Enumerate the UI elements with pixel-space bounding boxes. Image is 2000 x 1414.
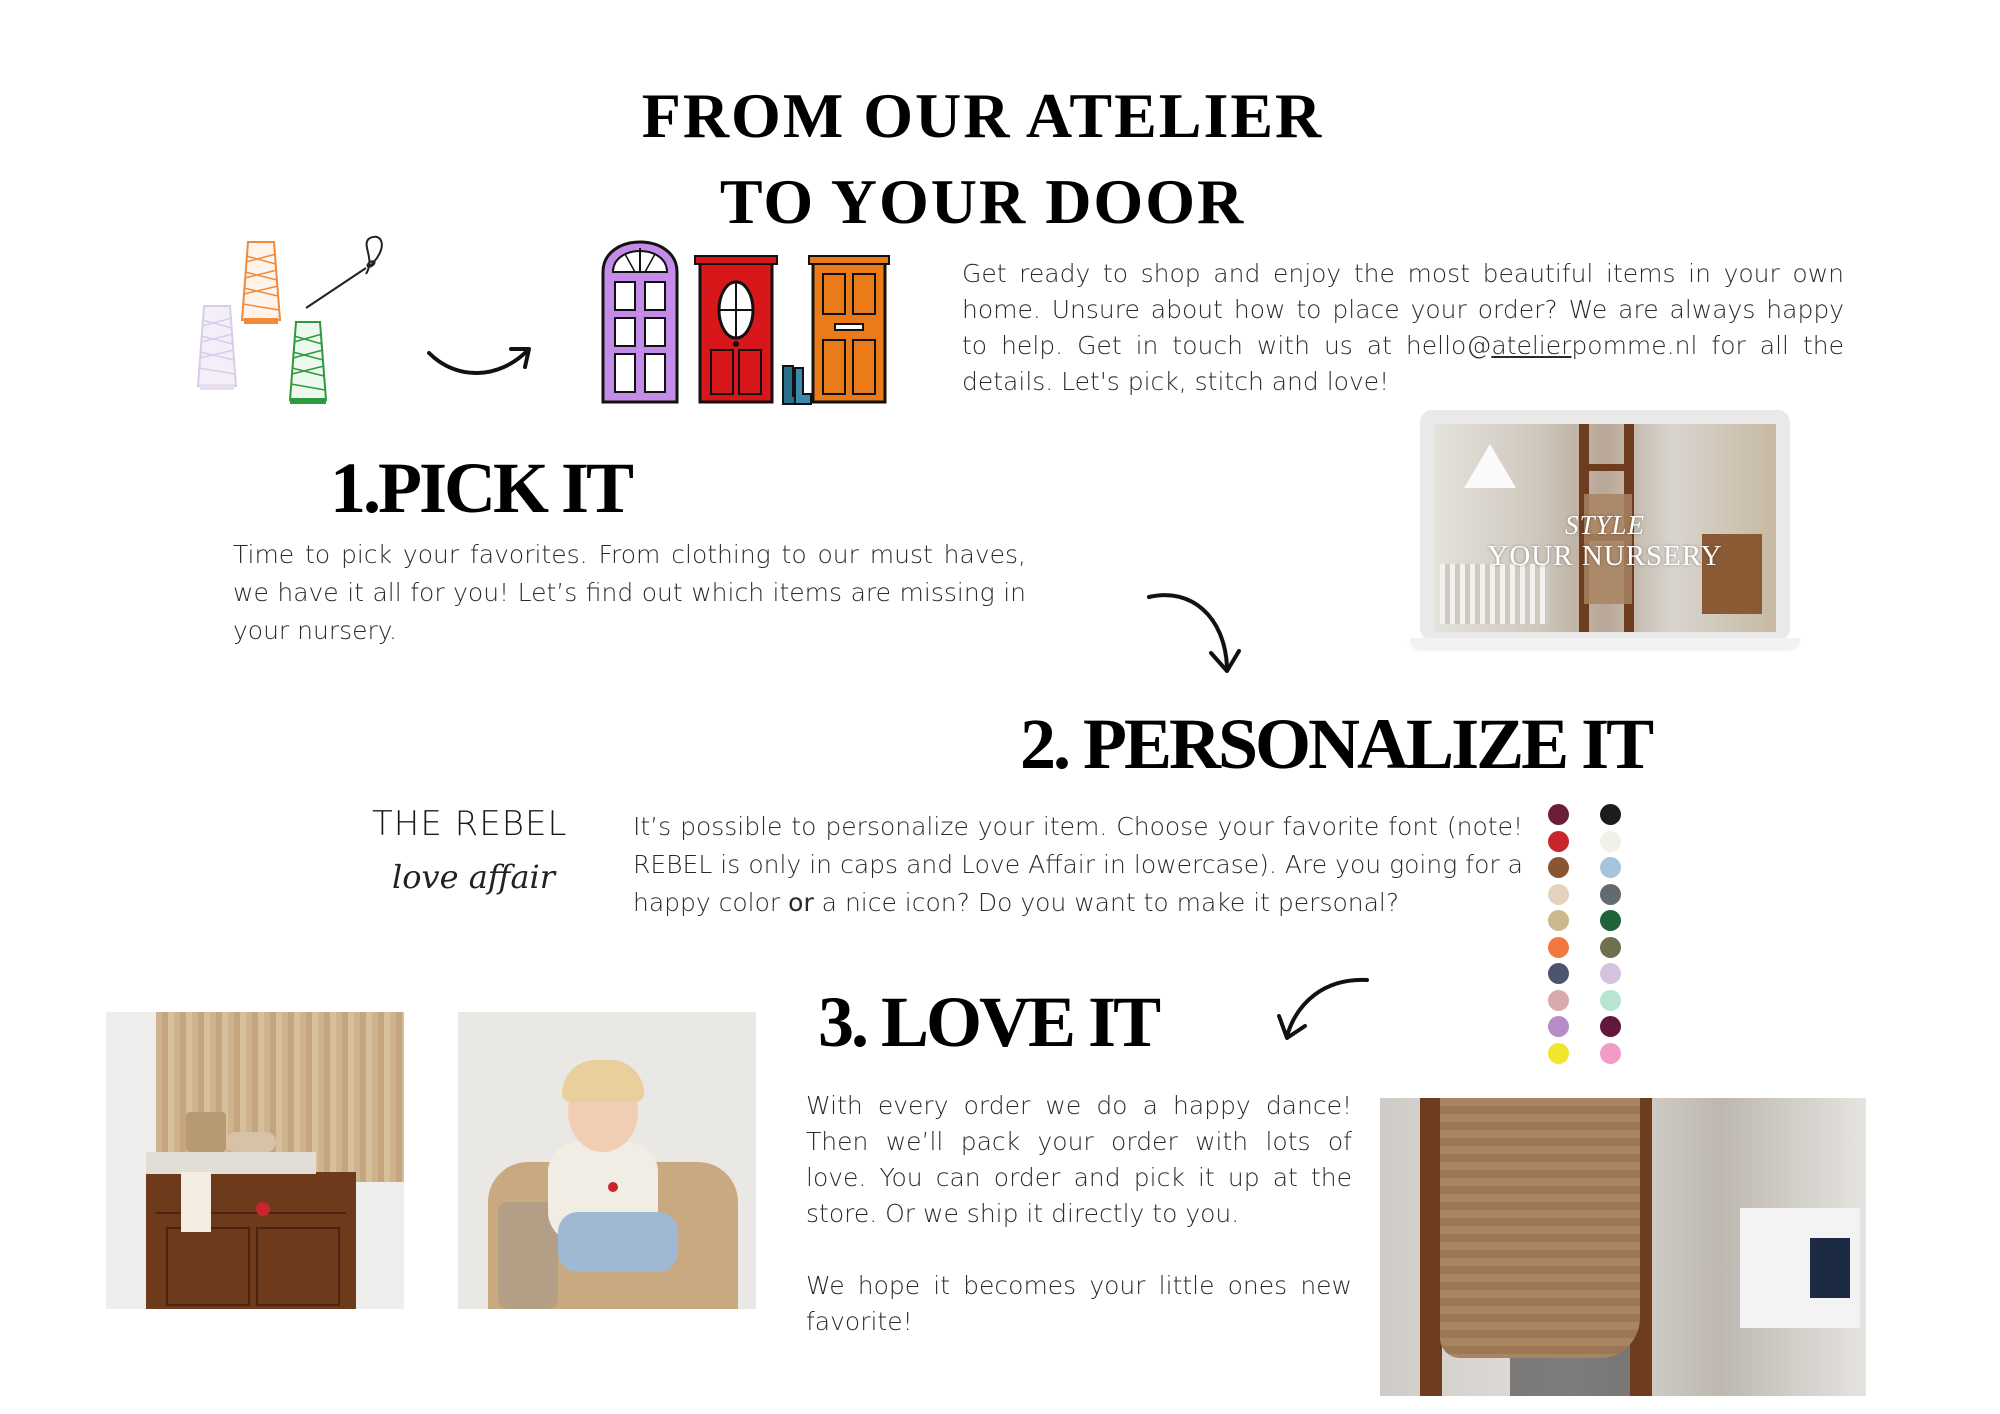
step2-paragraph: It’s possible to personalize your item. Choose your favorite font (note! REBEL is only in caps and Love Affair in lowercase). Are you going for a happy color or a nice icon? Do you want to make it personal? (633, 812, 1523, 917)
curved-arrow-left-icon (1275, 970, 1375, 1045)
purple-door-icon (603, 242, 677, 402)
color-swatch[interactable] (1548, 831, 1569, 852)
child-on-chair-photo (458, 1012, 756, 1309)
orange-door-icon (809, 256, 889, 402)
color-swatch[interactable] (1548, 1016, 1569, 1037)
step1-heading: 1.PICK IT (330, 448, 632, 528)
step3-heading: 3. LOVE IT (818, 982, 1159, 1062)
color-swatch[interactable] (1548, 857, 1569, 878)
laptop-mockup (1420, 410, 1790, 640)
red-door-icon (695, 256, 777, 402)
color-swatch[interactable] (1600, 937, 1621, 958)
lilac-spool-icon (198, 306, 236, 390)
color-swatch[interactable] (1548, 1043, 1569, 1064)
color-swatch[interactable] (1548, 937, 1569, 958)
blanket-on-ladder-photo (1380, 1098, 1866, 1396)
color-swatch[interactable] (1600, 884, 1621, 905)
laptop-screen-title-line1: STYLE (1564, 510, 1646, 540)
color-swatch-grid (1548, 804, 1638, 1066)
color-swatch[interactable] (1548, 884, 1569, 905)
color-swatch[interactable] (1600, 910, 1621, 931)
color-swatch[interactable] (1600, 857, 1621, 878)
intro-paragraph (962, 256, 1844, 400)
doors-illustration (595, 232, 895, 407)
font-sample-rebel: THE REBEL (372, 804, 568, 844)
color-swatch[interactable] (1600, 831, 1621, 852)
intro-text-end: for all the details. Let's pick, stitch and love! (962, 331, 1844, 396)
dresser-photo (106, 1012, 404, 1309)
step2-heading: 2. PERSONALIZE IT (1020, 704, 1652, 784)
thread-spools-illustration (190, 228, 390, 418)
laptop-base (1410, 638, 1800, 648)
step1-paragraph: Time to pick your favorites. From clothing to our must haves, we have it all for you! Let’s find out which items are missing in your nursery. (233, 540, 1026, 645)
page-title-line2: TO YOUR DOOR (719, 166, 1246, 237)
step3-paragraph2: We hope it becomes your little ones new favorite! (806, 1271, 1352, 1336)
color-swatch[interactable] (1600, 990, 1621, 1011)
step3-paragraph1: With every order we do a happy dance! Then we’ll pack your order with lots of love. You can order and pick it up at the store. Or we ship it directly to you. (806, 1091, 1352, 1228)
rain-boots-icon (783, 366, 811, 404)
laptop-screen-title-line2: YOUR NURSERY (1487, 540, 1723, 572)
needle-icon (306, 237, 382, 308)
color-swatch[interactable] (1548, 804, 1569, 825)
color-swatch[interactable] (1548, 963, 1569, 984)
color-swatch[interactable] (1548, 990, 1569, 1011)
green-spool-icon (290, 322, 326, 404)
font-sample-love-affair: love affair (392, 858, 556, 896)
curved-arrow-icon (425, 335, 540, 383)
orange-spool-icon (242, 242, 280, 324)
laptop-screen (1434, 424, 1776, 632)
page-title-line1: FROM OUR ATELIER (641, 80, 1324, 151)
color-swatch[interactable] (1600, 963, 1621, 984)
color-swatch[interactable] (1600, 1016, 1621, 1037)
color-swatch[interactable] (1600, 1043, 1621, 1064)
intro-text-start: Get ready to shop and enjoy the most beautiful items in your own home. Unsure about how to place your order? We are always happy to help. Get in touch with us at (962, 259, 1844, 360)
color-swatch[interactable] (1548, 910, 1569, 931)
email-link[interactable]: hello@atelierpomme.nl (1405, 331, 1698, 360)
color-swatch[interactable] (1600, 804, 1621, 825)
curved-arrow-down-icon (1145, 585, 1245, 680)
bold-or: or (788, 888, 814, 917)
